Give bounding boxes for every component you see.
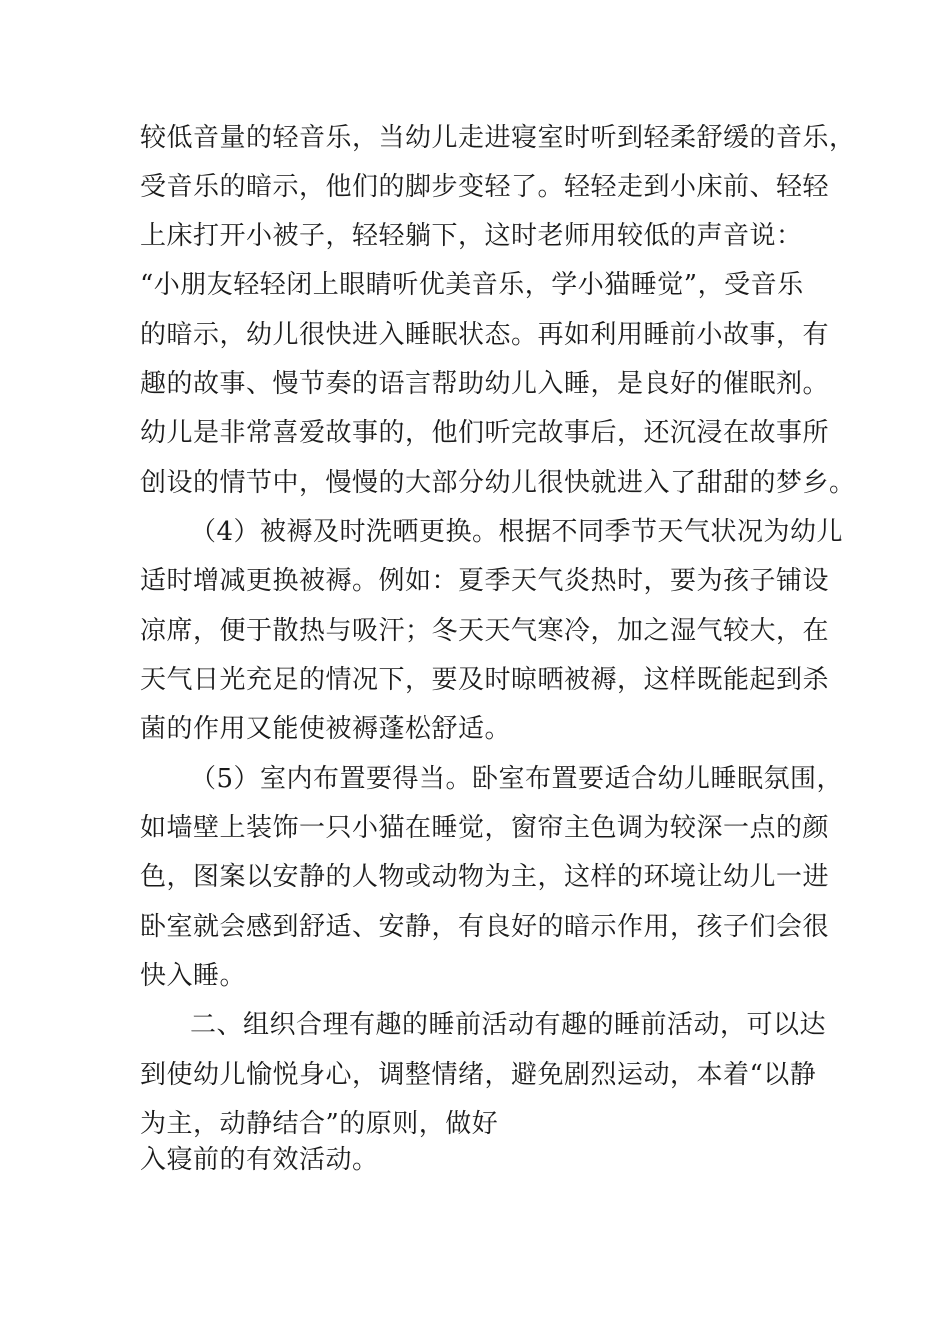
- text-line: 快入睡。: [140, 961, 247, 991]
- text-line: “小朋友轻轻闭上眼睛听优美音乐，学小猫睡觉”，受音乐: [140, 270, 804, 300]
- text-line: 到使幼儿愉悦身心，调整情绪，避免剧烈运动，本着“以静: [140, 1060, 817, 1090]
- section-two-heading-line: 二、组织合理有趣的睡前活动有趣的睡前活动，可以达: [190, 1010, 827, 1040]
- text-line: 创设的情节中，慢慢的大部分幼儿很快就进入了甜甜的梦乡。: [140, 468, 856, 498]
- text-line: 凉席，便于散热与吸汗；冬天天气寒冷，加之湿气较大，在: [140, 616, 830, 646]
- text-line: 天气日光充足的情况下，要及时晾晒被褥，这样既能起到杀: [140, 665, 830, 695]
- text-line: 的暗示，幼儿很快进入睡眠状态。再如利用睡前小故事，有: [140, 320, 830, 350]
- text-line: 菌的作用又能使被褥蓬松舒适。: [140, 714, 512, 744]
- text-line: 如墙壁上装饰一只小猫在睡觉，窗帘主色调为较深一点的颜: [140, 813, 830, 843]
- text-line: 卧室就会感到舒适、安静，有良好的暗示作用，孩子们会很: [140, 912, 830, 942]
- text-line: 为主，动静结合”的原则，做好: [140, 1109, 499, 1139]
- text-line: 受音乐的暗示，他们的脚步变轻了。轻轻走到小床前、轻轻: [140, 172, 830, 202]
- text-line: 上床打开小被子，轻轻躺下，这时老师用较低的声音说：: [140, 221, 803, 251]
- text-line: 入寝前的有效活动。: [140, 1145, 379, 1175]
- text-line: 适时增减更换被褥。例如：夏季天气炎热时，要为孩子铺设: [140, 566, 830, 596]
- text-line: 趣的故事、慢节奏的语言帮助幼儿入睡，是良好的催眠剂。: [140, 369, 830, 399]
- text-line: 色，图案以安静的人物或动物为主，这样的环境让幼儿一进: [140, 862, 830, 892]
- paragraph-5-heading-line: （5）室内布置要得当。卧室布置要适合幼儿睡眠氛围，: [190, 764, 844, 794]
- paragraph-4-heading-line: （4）被褥及时洗晒更换。根据不同季节天气状况为幼儿: [190, 517, 844, 547]
- text-line: 较低音量的轻音乐，当幼儿走进寝室时听到轻柔舒缓的音乐，: [140, 123, 856, 153]
- text-line: 幼儿是非常喜爱故事的，他们听完故事后，还沉浸在故事所: [140, 418, 830, 448]
